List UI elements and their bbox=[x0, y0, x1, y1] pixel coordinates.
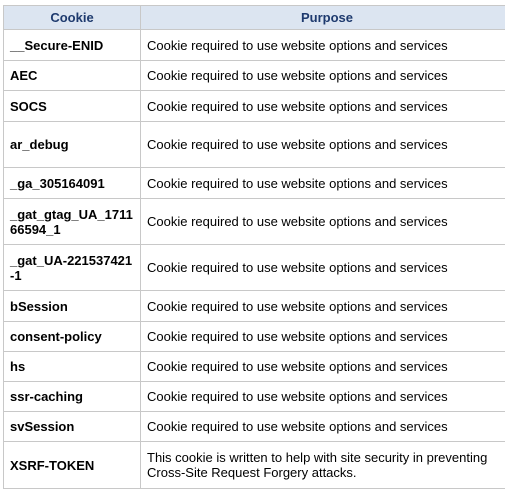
cookie-name: hs bbox=[4, 352, 141, 382]
cookie-purpose: Cookie required to use website options and services bbox=[141, 291, 505, 322]
cookie-name: consent-policy bbox=[4, 322, 141, 352]
cookie-name: _gat_UA-221537421-1 bbox=[4, 245, 141, 291]
cookie-name: _gat_gtag_UA_171166594_1 bbox=[4, 199, 141, 245]
cookie-purpose: Cookie required to use website options and services bbox=[141, 412, 505, 442]
table-row bbox=[4, 245, 505, 291]
table-row bbox=[4, 168, 505, 199]
header-purpose: Purpose bbox=[141, 6, 505, 30]
table-row bbox=[4, 30, 505, 61]
cookie-name: ssr-caching bbox=[4, 382, 141, 412]
cookie-purpose: Cookie required to use website options and services bbox=[141, 322, 505, 352]
table-row bbox=[4, 322, 505, 352]
table-row bbox=[4, 291, 505, 322]
table-row bbox=[4, 199, 505, 245]
cookie-name: XSRF-TOKEN bbox=[4, 442, 141, 489]
cookie-purpose: Cookie required to use website options and services bbox=[141, 199, 505, 245]
table-row bbox=[4, 122, 505, 168]
cookie-name: AEC bbox=[4, 61, 141, 91]
cookie-name: __Secure-ENID bbox=[4, 30, 141, 61]
table-header-row bbox=[4, 6, 505, 30]
cookie-purpose: Cookie required to use website options and services bbox=[141, 122, 505, 168]
table-row bbox=[4, 412, 505, 442]
cookie-purpose: Cookie required to use website options and services bbox=[141, 382, 505, 412]
cookie-name: _ga_305164091 bbox=[4, 168, 141, 199]
cookie-name: svSession bbox=[4, 412, 141, 442]
cookie-name: bSession bbox=[4, 291, 141, 322]
cookie-name: SOCS bbox=[4, 91, 141, 122]
cookie-purpose: Cookie required to use website options and services bbox=[141, 245, 505, 291]
cookie-purpose: This cookie is written to help with site security in preventing Cross-Site Request Forgery attacks. bbox=[141, 442, 505, 489]
table-row bbox=[4, 91, 505, 122]
table-row bbox=[4, 352, 505, 382]
cookie-purpose: Cookie required to use website options and services bbox=[141, 352, 505, 382]
header-cookie: Cookie bbox=[4, 6, 141, 30]
cookie-purpose: Cookie required to use website options and services bbox=[141, 168, 505, 199]
cookie-purpose: Cookie required to use website options and services bbox=[141, 91, 505, 122]
table-row bbox=[4, 61, 505, 91]
cookie-purpose: Cookie required to use website options and services bbox=[141, 30, 505, 61]
cookie-name: ar_debug bbox=[4, 122, 141, 168]
table-row bbox=[4, 382, 505, 412]
cookie-table bbox=[3, 5, 505, 489]
cookie-purpose: Cookie required to use website options and services bbox=[141, 61, 505, 91]
table-row bbox=[4, 442, 505, 489]
